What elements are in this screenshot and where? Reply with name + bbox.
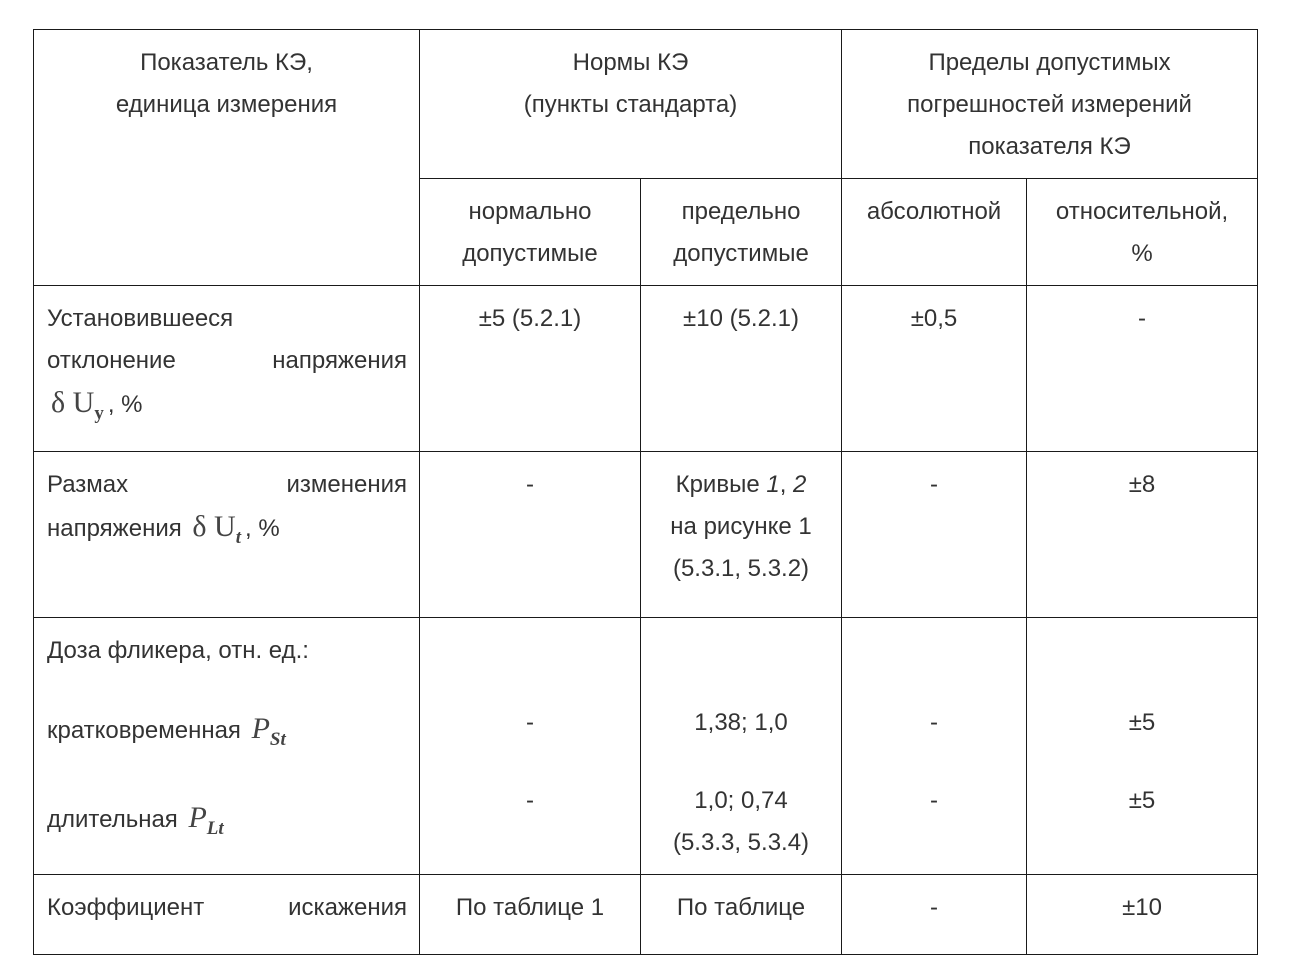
subheader-normal: нормально допустимые [420,179,641,286]
row-voltage-deviation-normal: ±5 (5.2.1) [420,286,641,452]
subheader-absolute: абсолютной [842,179,1027,286]
row-voltage-swing-abs: - [842,452,1027,618]
header-error-limits: Пределы допустимых погрешностей измерений показателя КЭ [842,30,1258,179]
table-row [34,286,1258,452]
row-voltage-swing-limit: Кривые 1, 2 на рисунке 1 (5.3.1, 5.3.2) [641,452,842,618]
delta-u-t-symbol: δ $U_t$ [192,510,241,548]
row-flicker-limit: 1,38; 1,0 1,0; 0,74 (5.3.3, 5.3.4) [641,618,842,875]
table-row [34,452,1258,618]
table-row [34,618,1258,875]
header-indicator: Показатель КЭ, единица измерения [34,30,420,286]
header-row [34,30,1258,179]
row-distortion-name: Коэффициент искажения [34,875,420,955]
row-flicker-abs: - - [842,618,1027,875]
row-voltage-swing-rel: ±8 [1027,452,1258,618]
row-voltage-deviation-rel: - [1027,286,1258,452]
power-quality-table [33,29,1258,955]
row-distortion-abs: - [842,875,1027,955]
row-voltage-deviation-limit: ±10 (5.2.1) [641,286,842,452]
p-st-symbol: $P_{St}$ [251,712,286,750]
table-row [34,875,1258,955]
standards-table-frame [33,29,1257,955]
row-distortion-limit: По таблице [641,875,842,955]
row-flicker-normal: - - [420,618,641,875]
row-voltage-swing-name: Размах изменения напряжения δ $U_t$ , % [34,452,420,618]
row-voltage-deviation-name: Установившееся отклонение напряжения δ $U_у$ , % [34,286,420,452]
row-distortion-normal: По таблице 1 [420,875,641,955]
row-distortion-rel: ±10 [1027,875,1258,955]
header-norms: Нормы КЭ (пункты стандарта) [420,30,842,179]
subheader-relative: относительной, % [1027,179,1258,286]
row-voltage-swing-normal: - [420,452,641,618]
row-voltage-deviation-abs: ±0,5 [842,286,1027,452]
row-flicker-name: Доза фликера, отн. ед.: кратковременная $P_{St}$ длительная $P_{Lt}$ [34,618,420,875]
row-flicker-rel: ±5 ±5 [1027,618,1258,875]
delta-u-y-symbol: δ $U_у$ [51,386,104,424]
subheader-limit: предельно допустимые [641,179,842,286]
p-lt-symbol: $P_{Lt}$ [188,801,224,839]
